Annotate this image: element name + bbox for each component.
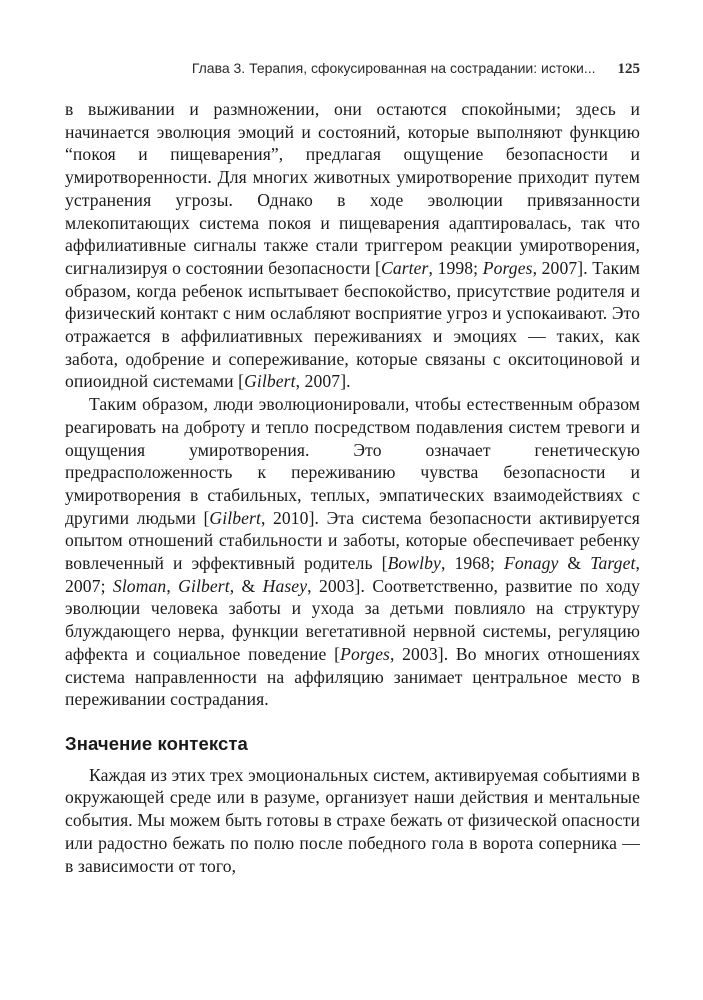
citation-author: Gilbert: [209, 507, 261, 528]
citation-author: Porges: [482, 257, 533, 278]
text-run: Каждая из этих трех эмоциональных систем, активируемая событиями в окружающей среде или в разуме, организует наши действия и ментальные события. Мы можем быть готовы в страхе бежать от физической опасности или радостно бежать по полю после победного гола в ворота соперника — в зависимости от того,: [65, 764, 640, 876]
citation-author: Sloman: [112, 575, 167, 596]
text-run: в выживании и размножении, они остаются спокойными; здесь и начинается эволюция эмоций и состояний, которые выполняют функцию “покоя и пищеварения”, предлагая ощущение безопасности и умиротворенности. Для многих животных умиротворение приходит путем устранения угрозы. Однако в ходе эволюции привязанности млекопитающих система покоя и пищеварения адаптировалась, так что аффилиативные сигналы также стали триггером реакции умиротворения, сигнализируя о состоянии безопасности [: [65, 99, 640, 278]
section-heading: Значение контекста: [65, 732, 248, 754]
running-header: [65, 60, 640, 84]
citation-author: Gilbert: [178, 575, 230, 596]
text-run: , 2003]. Соответственно, развитие по ходу эволюции человека заботы и ухода за детьми повлияло на структуру блуждающего нерва, функции вегетативной нервной системы, регуляцию аффекта и социальное поведение [: [65, 575, 641, 664]
text-run: , 2003]. Во многих отношениях система направленности на аффиляцию занимает центральное место в переживании сострадания.: [65, 643, 641, 710]
citation-author: Target: [590, 553, 636, 574]
citation-author: Gilbert: [244, 371, 296, 392]
text-run: , 1998;: [428, 257, 483, 278]
text-run: , 2007;: [65, 553, 640, 596]
text-run: Таким образом, люди эволюционировали, чтобы естественным образом реагировать на доброту и тепло посредством подавления систем тревоги и ощущения умиротворения. Это означает генетическую предрасположенность к переживанию чувства безопасности и умиротворения в стабильных, теплых, эмпатических взаимодействиях с другими людьми [: [65, 394, 640, 528]
paragraph: [65, 764, 640, 878]
text-run: , 2007].: [295, 371, 351, 392]
text-run: &: [558, 553, 591, 574]
paragraph: [65, 98, 640, 393]
text-run: , 1968;: [440, 553, 505, 574]
text-run: , &: [229, 575, 263, 596]
citation-author: Hasey: [262, 575, 308, 596]
running-title: Глава 3. Терапия, сфокусированная на сострадании: истоки...: [191, 60, 596, 76]
citation-author: Carter: [380, 257, 429, 278]
book-page: [65, 60, 640, 877]
paragraphs-before-heading: [65, 98, 640, 711]
citation-author: Porges: [340, 643, 390, 664]
text-run: , 2010]. Эта система безопасности активируется опытом отношений стабильности и заботы, которые обеспечивает ребенку вовлеченный и эффективный родитель [: [65, 507, 640, 574]
text-run: , 2007]. Таким образом, когда ребенок испытывает беспокойство, присутствие родителя и физический контакт с ним ослабляют восприятие угроз и успокаивают. Это отражается в аффилиативных переживаниях и эмоциях — таких, как забота, одобрение и сопереживание, которые связаны с окситоциновой и опиоидной системами [: [65, 257, 640, 392]
citation-author: Fonagy: [504, 553, 559, 574]
page-number: 125: [617, 61, 640, 77]
paragraph: [65, 393, 640, 711]
citation-author: Bowlby: [387, 553, 441, 574]
paragraphs-after-heading: [65, 764, 640, 878]
body-text: [65, 98, 640, 877]
text-run: ,: [166, 575, 179, 596]
